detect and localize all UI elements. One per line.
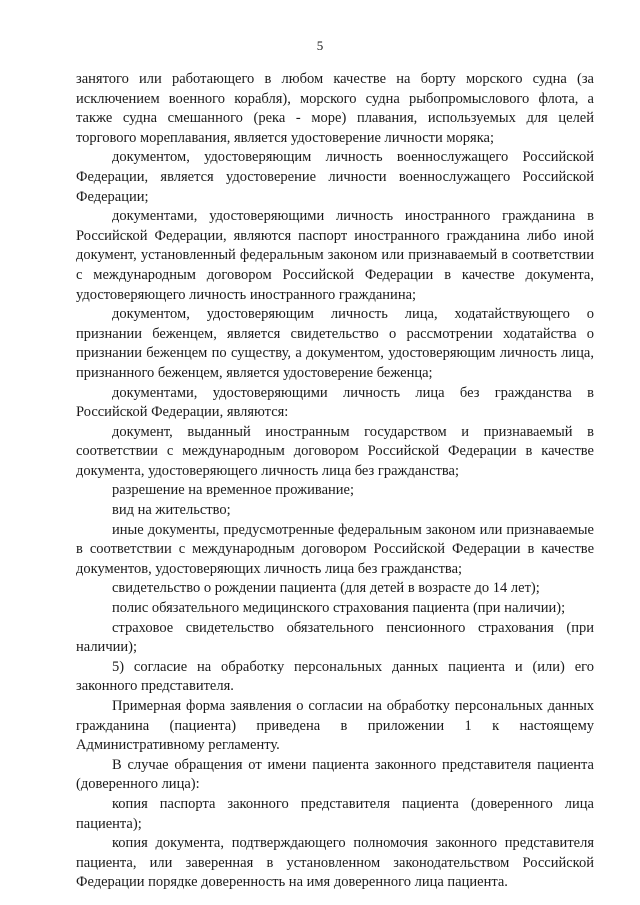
paragraph: разрешение на временное проживание; [112, 482, 355, 499]
paragraph: свидетельство о рождении пациента (для детей в возрасте до 14 лет); [112, 580, 540, 597]
paragraph: В случае обращения от имени пациента законного представителя пациента (доверенного лица): [76, 756, 594, 793]
paragraph: документом, удостоверяющим личность лица, ходатайствующего о признании беженцем, является свидетельство о рассмотрении ходатайства о признании беженцем по существу, а документом, удостоверяющим личность лица, признанного беженцем, является удостоверение беженца; [76, 306, 594, 381]
paragraph: документом, удостоверяющим личность военнослужащего Российской Федерации, является удостоверение личности военнослужащего Российской Федерации; [76, 149, 594, 205]
paragraph: документами, удостоверяющими личность лица без гражданства в Российской Федерации, являются: [76, 384, 594, 421]
paragraph: иные документы, предусмотренные федеральным законом или признаваемые в соответствии с международным договором Российской Федерации в качестве документов, удостоверяющих личность лица без гражданства; [76, 521, 594, 577]
paragraph: 5) согласие на обработку персональных данных пациента и (или) его законного представителя. [76, 658, 594, 695]
paragraph: вид на жительство; [112, 502, 231, 519]
paragraph: занятого или работающего в любом качестве на борту морского судна (за исключением военного корабля), морского судна рыбопромыслового флота, а также судна смешанного (река - море) плавания, используемых для целей торгового мореплавания, является удостоверение личности моряка; [76, 71, 594, 146]
paragraph: документами, удостоверяющими личность иностранного гражданина в Российской Федерации, являются паспорт иностранного гражданина либо иной документ, установленный федеральным законом или признаваемый в соответствии с международным договором Российской Федерации в качестве документа, удостоверяющего личность иностранного гражданина; [76, 208, 594, 303]
page-number: 5 [316, 38, 324, 53]
paragraph: документ, выданный иностранным государством и признаваемый в соответствии с международным договором Российской Федерации в качестве документа, удостоверяющего личность лица без гражданства; [76, 423, 594, 479]
body-text [76, 70, 594, 893]
paragraph: страховое свидетельство обязательного пенсионного страхования (при наличии); [76, 619, 594, 656]
paragraph: копия документа, подтверждающего полномочия законного представителя пациента, или заверенная в установленном законодательством Российской Федерации порядке доверенность на имя доверенного лица пациента. [76, 835, 594, 891]
paragraph: копия паспорта законного представителя пациента (доверенного лица пациента); [76, 795, 594, 832]
paragraph: полис обязательного медицинского страхования пациента (при наличии); [112, 600, 566, 617]
paragraph: Примерная форма заявления о согласии на обработку персональных данных гражданина (пациента) приведена в приложении 1 к настоящему Административному регламенту. [76, 698, 594, 754]
